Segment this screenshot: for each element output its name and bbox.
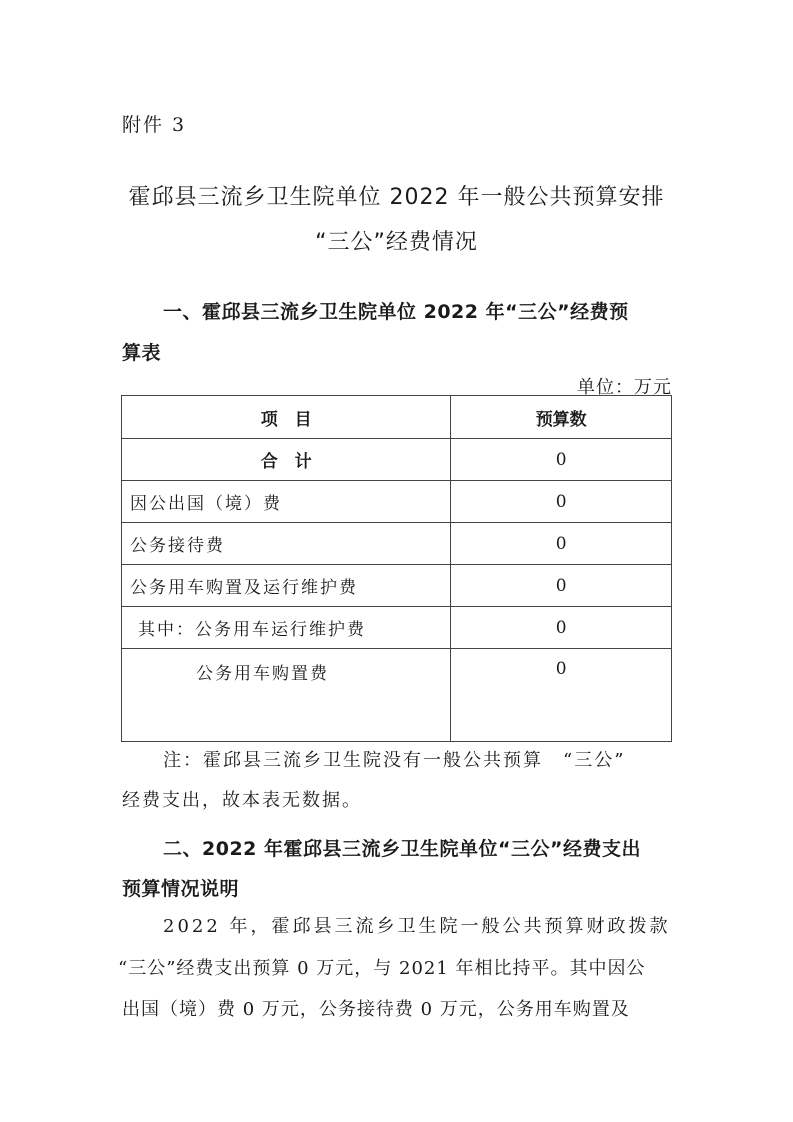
document-title-line-2: “三公”经费情况 bbox=[315, 230, 478, 255]
row-label: 合 计 bbox=[122, 439, 451, 481]
section-2-heading-line-2: 预算情况说明 bbox=[122, 878, 240, 900]
table-row bbox=[122, 481, 672, 523]
note-line-2: 经费支出，故本表无数据。 bbox=[122, 790, 362, 811]
row-value: 0 bbox=[451, 523, 672, 565]
row-value: 0 bbox=[451, 607, 672, 649]
table-header-row bbox=[122, 396, 672, 439]
body-paragraph-line-3: 出国（境）费 0 万元，公务接待费 0 万元，公务用车购置及 bbox=[122, 999, 630, 1020]
row-value: 0 bbox=[451, 439, 672, 481]
table-row bbox=[122, 607, 672, 649]
row-value: 0 bbox=[451, 481, 672, 523]
header-value: 预算数 bbox=[451, 396, 672, 439]
row-label: 因公出国（境）费 bbox=[122, 481, 451, 523]
table-row bbox=[122, 649, 672, 742]
section-1-heading-line-2: 算表 bbox=[122, 342, 162, 364]
table-row bbox=[122, 523, 672, 565]
section-1-heading-line-1: 一、霍邱县三流乡卫生院单位 2022 年“三公”经费预 bbox=[163, 301, 629, 323]
row-value: 0 bbox=[451, 565, 672, 607]
attachment-label: 附件 3 bbox=[122, 114, 187, 136]
table-row bbox=[122, 565, 672, 607]
note-line-1: 注：霍邱县三流乡卫生院没有一般公共预算 “三公” bbox=[163, 750, 626, 771]
body-paragraph-line-2: “三公”经费支出预算 0 万元，与 2021 年相比持平。其中因公 bbox=[118, 958, 646, 979]
row-label: 公务用车购置及运行维护费 bbox=[122, 565, 451, 607]
body-paragraph-line-1: 2022 年，霍邱县三流乡卫生院一般公共预算财政拨款 bbox=[163, 916, 671, 937]
table-row-total bbox=[122, 439, 672, 481]
unit-label: 单位：万元 bbox=[577, 377, 672, 398]
row-label: 公务用车购置费 bbox=[122, 649, 451, 742]
header-item: 项 目 bbox=[122, 396, 451, 439]
document-title-line-1: 霍邱县三流乡卫生院单位 2022 年一般公共预算安排 bbox=[128, 185, 665, 210]
row-value: 0 bbox=[451, 649, 672, 742]
row-label: 公务接待费 bbox=[122, 523, 451, 565]
budget-table bbox=[121, 395, 672, 742]
row-label: 其中：公务用车运行维护费 bbox=[122, 607, 451, 649]
section-2-heading-line-1: 二、2022 年霍邱县三流乡卫生院单位“三公”经费支出 bbox=[163, 838, 641, 860]
